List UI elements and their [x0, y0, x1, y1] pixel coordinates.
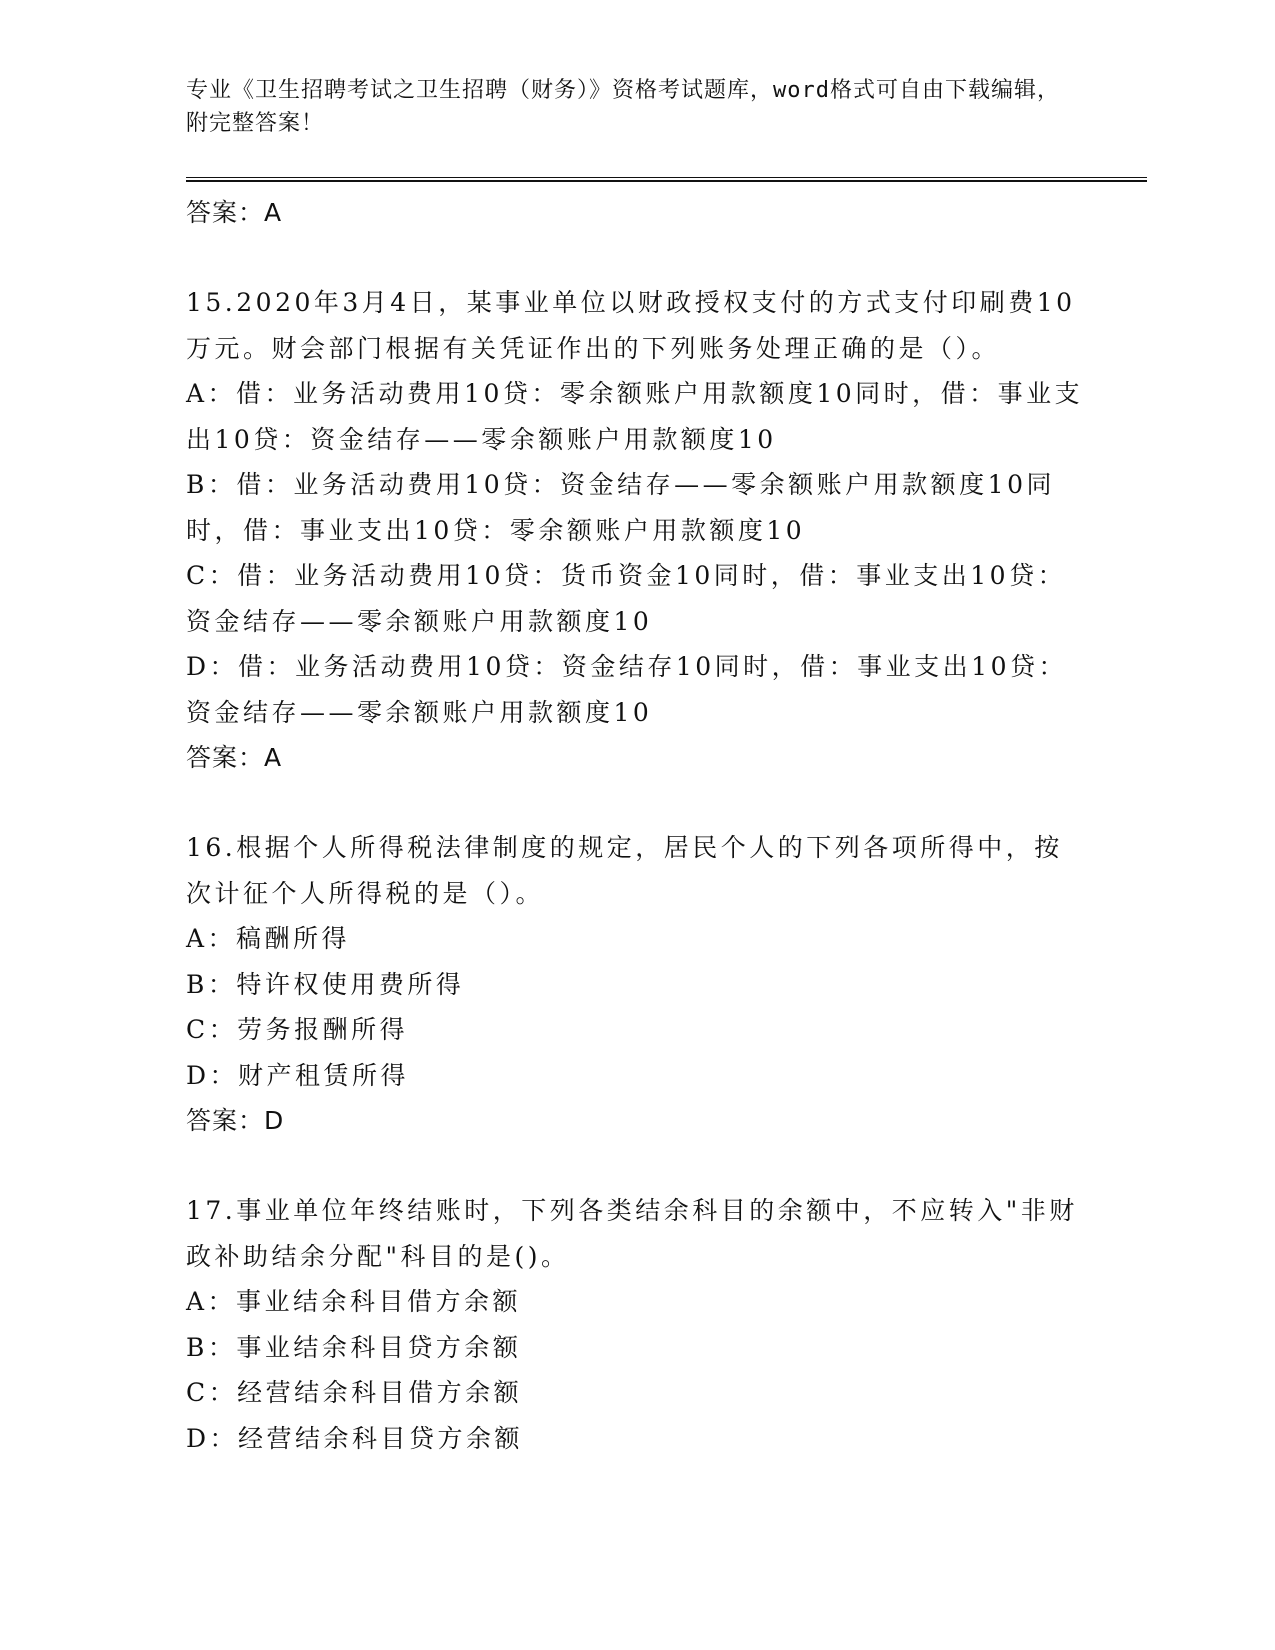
- header-divider-thick: [186, 180, 1147, 182]
- question-17: [186, 1188, 1086, 1461]
- question-15: [186, 280, 1086, 780]
- question-16: [186, 825, 1086, 1143]
- previous-answer: 答案：A: [186, 198, 283, 227]
- option-d: D：借：业务活动费用10贷：资金结存10同时，借：事业支出10贷：资金结存——零余额账户用款额度10: [186, 652, 1067, 727]
- option-d: D：财产租赁所得: [186, 1060, 410, 1090]
- question-text: 17.事业单位年终结账时，下列各类结余科目的余额中，不应转入"非财政补助结余分配"科目的是()。: [186, 1196, 1078, 1271]
- option-b: B：特许权使用费所得: [186, 969, 465, 999]
- option-b: B：事业结余科目贷方余额: [186, 1332, 522, 1362]
- option-b: B：借：业务活动费用10贷：资金结存——零余额账户用款额度10同时，借：事业支出10贷：零余额账户用款额度10: [186, 470, 1055, 545]
- answer: 答案：D: [186, 1106, 285, 1135]
- header-divider: [186, 177, 1147, 178]
- document-body: [186, 190, 1086, 1461]
- option-a: A：事业结余科目借方余额: [186, 1287, 522, 1316]
- answer: 答案：A: [186, 743, 283, 772]
- page-header: 专业《卫生招聘考试之卫生招聘（财务）》资格考试题库，word格式可自由下载编辑，附完整答案！: [186, 78, 1060, 136]
- option-a: A：借：业务活动费用10贷：零余额账户用款额度10同时，借：事业支出10贷：资金结存——零余额账户用款额度10: [186, 379, 1084, 454]
- option-d: D：经营结余科目贷方余额: [186, 1423, 524, 1453]
- question-text: 15.2020年3月4日，某事业单位以财政授权支付的方式支付印刷费10万元。财会部门根据有关凭证作出的下列账务处理正确的是（）。: [186, 288, 1076, 363]
- option-c: C：借：业务活动费用10贷：货币资金10同时，借：事业支出10贷：资金结存——零余额账户用款额度10: [186, 561, 1067, 636]
- option-c: C：经营结余科目借方余额: [186, 1378, 523, 1407]
- option-a: A：稿酬所得: [186, 924, 351, 953]
- option-c: C：劳务报酬所得: [186, 1015, 409, 1044]
- question-text: 16.根据个人所得税法律制度的规定，居民个人的下列各项所得中，按次计征个人所得税的是（）。: [186, 833, 1063, 908]
